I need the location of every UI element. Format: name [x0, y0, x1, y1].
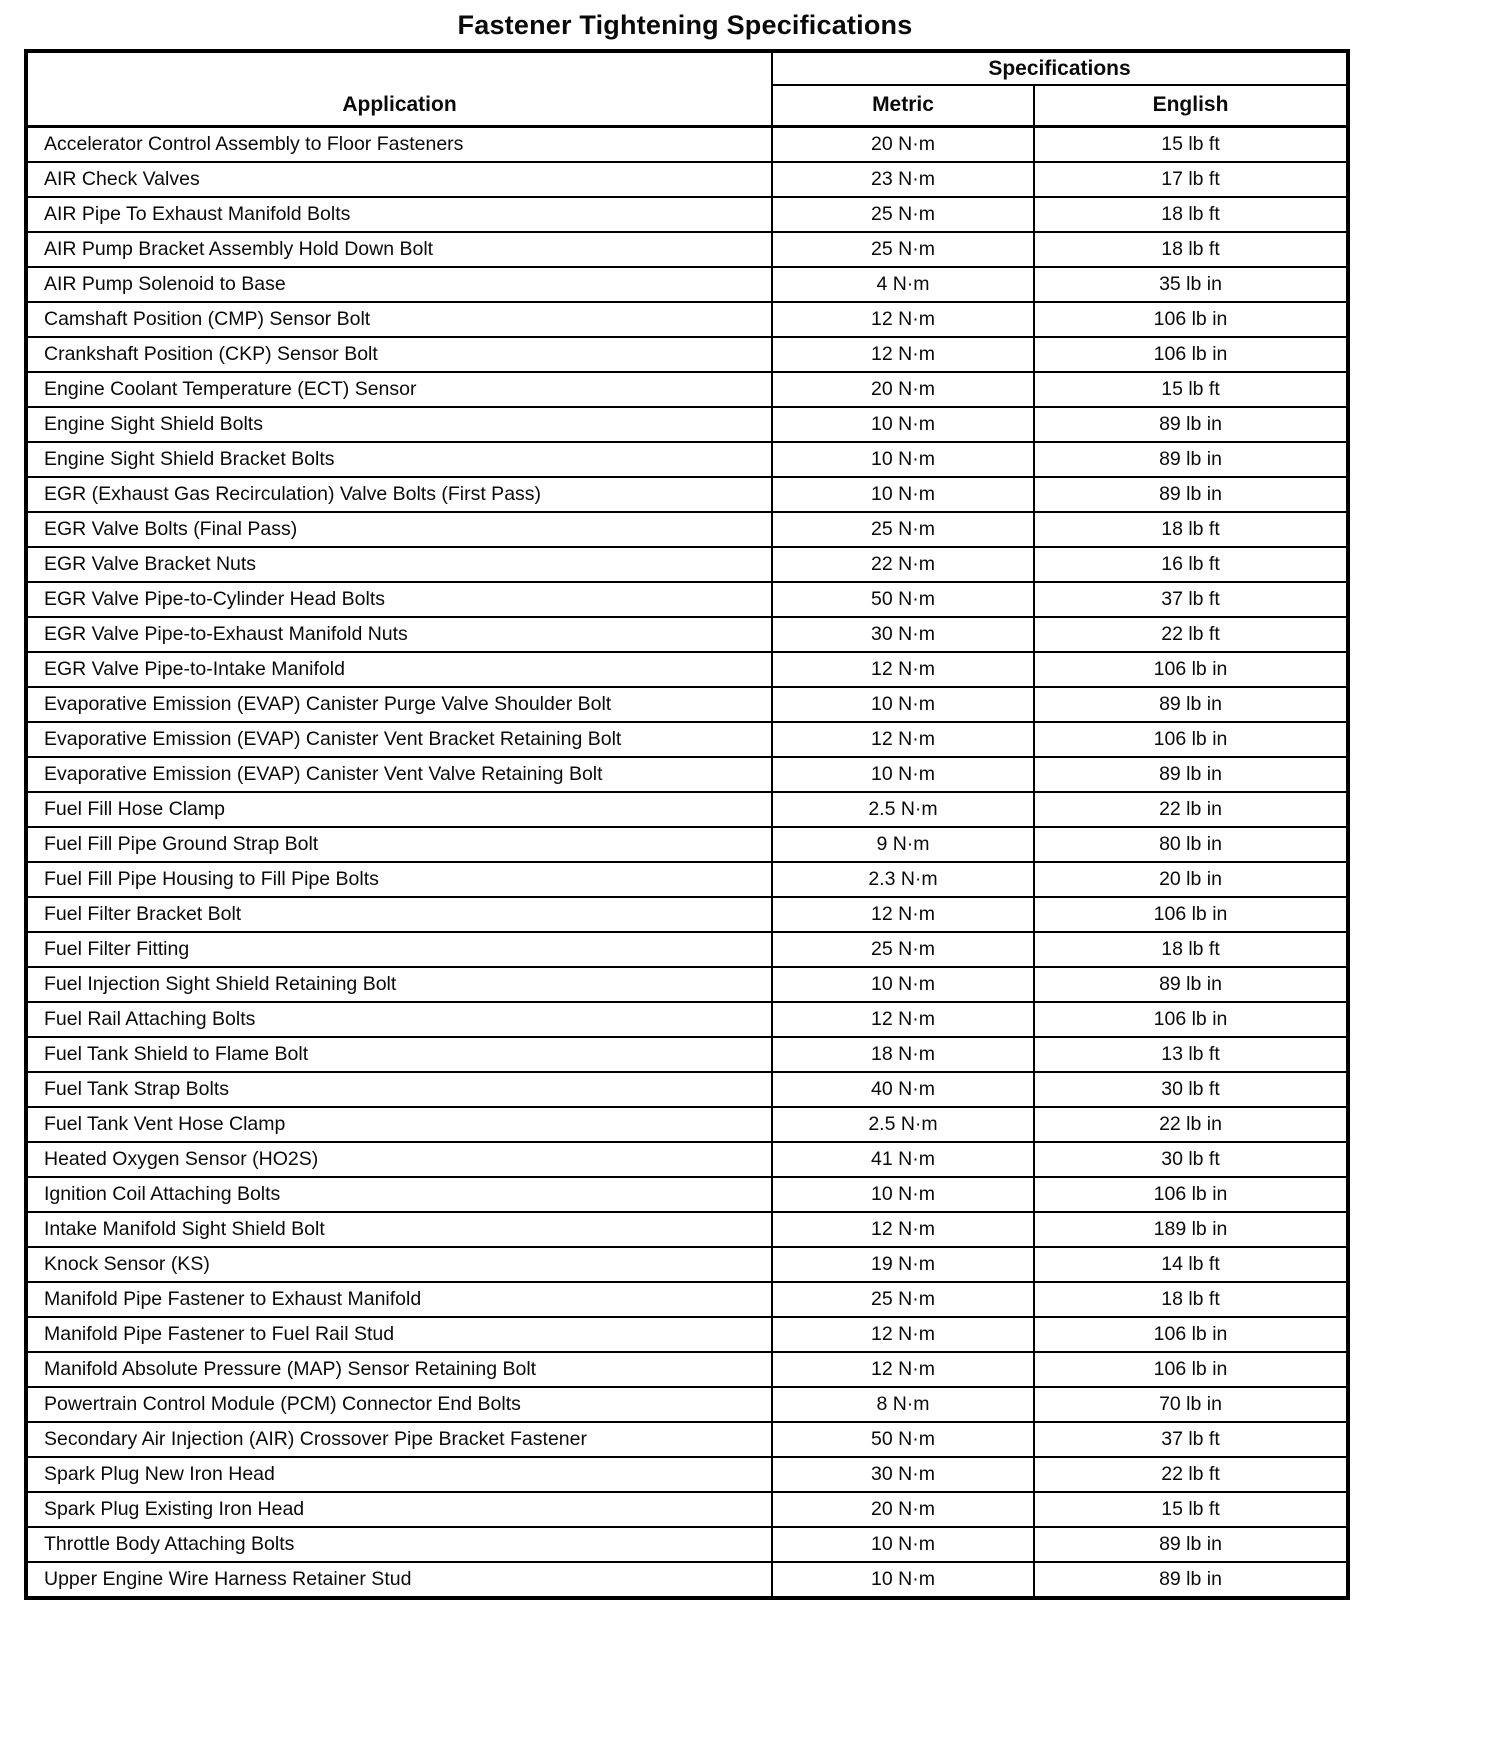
cell-english: 89 lb in — [1034, 442, 1348, 477]
cell-metric: 25 N·m — [772, 1282, 1034, 1317]
cell-metric: 18 N·m — [772, 1037, 1034, 1072]
table-row — [26, 127, 1348, 163]
table-row — [26, 617, 1348, 652]
cell-english: 35 lb in — [1034, 267, 1348, 302]
cell-metric: 12 N·m — [772, 1352, 1034, 1387]
cell-english: 106 lb in — [1034, 1177, 1348, 1212]
table-row — [26, 862, 1348, 897]
cell-metric: 9 N·m — [772, 827, 1034, 862]
table-row — [26, 1317, 1348, 1352]
table-row — [26, 1352, 1348, 1387]
cell-application: AIR Pump Solenoid to Base — [26, 267, 772, 302]
cell-english: 20 lb in — [1034, 862, 1348, 897]
table-row — [26, 687, 1348, 722]
cell-english: 89 lb in — [1034, 757, 1348, 792]
table-body — [26, 127, 1348, 1599]
cell-metric: 10 N·m — [772, 687, 1034, 722]
table-row — [26, 1212, 1348, 1247]
table-row — [26, 827, 1348, 862]
cell-metric: 10 N·m — [772, 407, 1034, 442]
cell-application: Knock Sensor (KS) — [26, 1247, 772, 1282]
spec-table — [24, 49, 1350, 1600]
cell-metric: 19 N·m — [772, 1247, 1034, 1282]
table-row — [26, 197, 1348, 232]
cell-metric: 12 N·m — [772, 1002, 1034, 1037]
table-row — [26, 897, 1348, 932]
cell-metric: 12 N·m — [772, 1212, 1034, 1247]
cell-metric: 12 N·m — [772, 1317, 1034, 1352]
table-row — [26, 162, 1348, 197]
table-row — [26, 442, 1348, 477]
table-row — [26, 547, 1348, 582]
cell-metric: 41 N·m — [772, 1142, 1034, 1177]
cell-english: 89 lb in — [1034, 477, 1348, 512]
cell-english: 70 lb in — [1034, 1387, 1348, 1422]
cell-application: Ignition Coil Attaching Bolts — [26, 1177, 772, 1212]
table-header — [26, 51, 1348, 127]
table-row — [26, 792, 1348, 827]
cell-metric: 12 N·m — [772, 337, 1034, 372]
cell-metric: 10 N·m — [772, 1562, 1034, 1598]
table-row — [26, 967, 1348, 1002]
cell-metric: 10 N·m — [772, 1527, 1034, 1562]
cell-english: 13 lb ft — [1034, 1037, 1348, 1072]
cell-application: Fuel Filter Bracket Bolt — [26, 897, 772, 932]
cell-metric: 25 N·m — [772, 932, 1034, 967]
cell-metric: 20 N·m — [772, 372, 1034, 407]
cell-metric: 23 N·m — [772, 162, 1034, 197]
col-header-english: English — [1034, 85, 1348, 127]
cell-application: Evaporative Emission (EVAP) Canister Vent Valve Retaining Bolt — [26, 757, 772, 792]
table-row — [26, 267, 1348, 302]
cell-english: 18 lb ft — [1034, 932, 1348, 967]
col-header-specifications: Specifications — [772, 51, 1348, 85]
cell-application: Spark Plug Existing Iron Head — [26, 1492, 772, 1527]
cell-english: 89 lb in — [1034, 1527, 1348, 1562]
cell-metric: 30 N·m — [772, 617, 1034, 652]
cell-english: 189 lb in — [1034, 1212, 1348, 1247]
cell-application: Fuel Fill Pipe Housing to Fill Pipe Bolts — [26, 862, 772, 897]
table-row — [26, 302, 1348, 337]
cell-application: Fuel Injection Sight Shield Retaining Bolt — [26, 967, 772, 1002]
cell-english: 18 lb ft — [1034, 512, 1348, 547]
cell-english: 30 lb ft — [1034, 1072, 1348, 1107]
cell-metric: 4 N·m — [772, 267, 1034, 302]
cell-metric: 30 N·m — [772, 1457, 1034, 1492]
cell-metric: 10 N·m — [772, 477, 1034, 512]
cell-english: 14 lb ft — [1034, 1247, 1348, 1282]
cell-english: 17 lb ft — [1034, 162, 1348, 197]
table-row — [26, 582, 1348, 617]
cell-application: Engine Coolant Temperature (ECT) Sensor — [26, 372, 772, 407]
cell-metric: 12 N·m — [772, 652, 1034, 687]
cell-english: 22 lb in — [1034, 792, 1348, 827]
cell-english: 18 lb ft — [1034, 232, 1348, 267]
cell-metric: 20 N·m — [772, 127, 1034, 163]
cell-application: Fuel Rail Attaching Bolts — [26, 1002, 772, 1037]
table-row — [26, 372, 1348, 407]
cell-english: 22 lb ft — [1034, 617, 1348, 652]
cell-metric: 2.5 N·m — [772, 1107, 1034, 1142]
cell-english: 89 lb in — [1034, 1562, 1348, 1598]
cell-application: Manifold Pipe Fastener to Exhaust Manifold — [26, 1282, 772, 1317]
cell-application: Secondary Air Injection (AIR) Crossover Pipe Bracket Fastener — [26, 1422, 772, 1457]
table-row — [26, 652, 1348, 687]
cell-metric: 12 N·m — [772, 722, 1034, 757]
table-row — [26, 512, 1348, 547]
cell-english: 106 lb in — [1034, 1317, 1348, 1352]
table-row — [26, 1177, 1348, 1212]
cell-application: AIR Pump Bracket Assembly Hold Down Bolt — [26, 232, 772, 267]
cell-application: Heated Oxygen Sensor (HO2S) — [26, 1142, 772, 1177]
table-row — [26, 1247, 1348, 1282]
col-header-application: Application — [26, 51, 772, 127]
cell-metric: 20 N·m — [772, 1492, 1034, 1527]
cell-english: 89 lb in — [1034, 967, 1348, 1002]
cell-application: Fuel Tank Vent Hose Clamp — [26, 1107, 772, 1142]
cell-application: Powertrain Control Module (PCM) Connector End Bolts — [26, 1387, 772, 1422]
cell-english: 106 lb in — [1034, 337, 1348, 372]
cell-application: EGR Valve Bracket Nuts — [26, 547, 772, 582]
cell-metric: 2.5 N·m — [772, 792, 1034, 827]
cell-metric: 50 N·m — [772, 1422, 1034, 1457]
cell-application: AIR Pipe To Exhaust Manifold Bolts — [26, 197, 772, 232]
cell-metric: 10 N·m — [772, 442, 1034, 477]
table-row — [26, 1107, 1348, 1142]
cell-english: 106 lb in — [1034, 302, 1348, 337]
table-row — [26, 1282, 1348, 1317]
cell-metric: 10 N·m — [772, 757, 1034, 792]
cell-application: Spark Plug New Iron Head — [26, 1457, 772, 1492]
table-row — [26, 337, 1348, 372]
col-header-metric: Metric — [772, 85, 1034, 127]
cell-english: 22 lb in — [1034, 1107, 1348, 1142]
cell-english: 89 lb in — [1034, 687, 1348, 722]
cell-metric: 25 N·m — [772, 197, 1034, 232]
cell-english: 30 lb ft — [1034, 1142, 1348, 1177]
table-row — [26, 1387, 1348, 1422]
table-row — [26, 1072, 1348, 1107]
cell-application: EGR Valve Pipe-to-Cylinder Head Bolts — [26, 582, 772, 617]
cell-application: Fuel Fill Hose Clamp — [26, 792, 772, 827]
cell-application: Intake Manifold Sight Shield Bolt — [26, 1212, 772, 1247]
cell-application: Engine Sight Shield Bracket Bolts — [26, 442, 772, 477]
table-row — [26, 1142, 1348, 1177]
table-row — [26, 932, 1348, 967]
cell-metric: 50 N·m — [772, 582, 1034, 617]
cell-english: 18 lb ft — [1034, 1282, 1348, 1317]
header-row-specifications — [26, 51, 1348, 85]
cell-metric: 25 N·m — [772, 512, 1034, 547]
cell-application: Crankshaft Position (CKP) Sensor Bolt — [26, 337, 772, 372]
cell-application: Throttle Body Attaching Bolts — [26, 1527, 772, 1562]
cell-metric: 10 N·m — [772, 967, 1034, 1002]
cell-metric: 12 N·m — [772, 897, 1034, 932]
cell-application: Manifold Pipe Fastener to Fuel Rail Stud — [26, 1317, 772, 1352]
table-row — [26, 722, 1348, 757]
cell-application: Manifold Absolute Pressure (MAP) Sensor Retaining Bolt — [26, 1352, 772, 1387]
cell-application: AIR Check Valves — [26, 162, 772, 197]
table-row — [26, 407, 1348, 442]
cell-english: 15 lb ft — [1034, 1492, 1348, 1527]
cell-english: 18 lb ft — [1034, 197, 1348, 232]
cell-application: EGR Valve Bolts (Final Pass) — [26, 512, 772, 547]
cell-metric: 2.3 N·m — [772, 862, 1034, 897]
table-row — [26, 1492, 1348, 1527]
cell-application: Fuel Tank Strap Bolts — [26, 1072, 772, 1107]
cell-metric: 22 N·m — [772, 547, 1034, 582]
table-row — [26, 1562, 1348, 1598]
cell-application: Engine Sight Shield Bolts — [26, 407, 772, 442]
table-row — [26, 1457, 1348, 1492]
cell-metric: 40 N·m — [772, 1072, 1034, 1107]
cell-application: EGR Valve Pipe-to-Intake Manifold — [26, 652, 772, 687]
cell-english: 89 lb in — [1034, 407, 1348, 442]
cell-english: 15 lb ft — [1034, 127, 1348, 163]
cell-english: 106 lb in — [1034, 897, 1348, 932]
cell-application: Fuel Fill Pipe Ground Strap Bolt — [26, 827, 772, 862]
cell-english: 37 lb ft — [1034, 1422, 1348, 1457]
cell-english: 106 lb in — [1034, 722, 1348, 757]
table-row — [26, 1527, 1348, 1562]
table-row — [26, 232, 1348, 267]
cell-application: Evaporative Emission (EVAP) Canister Purge Valve Shoulder Bolt — [26, 687, 772, 722]
cell-metric: 12 N·m — [772, 302, 1034, 337]
page-title: Fastener Tightening Specifications — [457, 10, 913, 40]
table-row — [26, 477, 1348, 512]
table-row — [26, 1422, 1348, 1457]
cell-metric: 8 N·m — [772, 1387, 1034, 1422]
cell-metric: 25 N·m — [772, 232, 1034, 267]
table-row — [26, 1037, 1348, 1072]
cell-english: 15 lb ft — [1034, 372, 1348, 407]
cell-english: 16 lb ft — [1034, 547, 1348, 582]
cell-english: 106 lb in — [1034, 1352, 1348, 1387]
cell-metric: 10 N·m — [772, 1177, 1034, 1212]
cell-application: Evaporative Emission (EVAP) Canister Vent Bracket Retaining Bolt — [26, 722, 772, 757]
table-row — [26, 1002, 1348, 1037]
cell-english: 37 lb ft — [1034, 582, 1348, 617]
table-row — [26, 757, 1348, 792]
cell-english: 106 lb in — [1034, 652, 1348, 687]
cell-application: EGR Valve Pipe-to-Exhaust Manifold Nuts — [26, 617, 772, 652]
cell-application: Upper Engine Wire Harness Retainer Stud — [26, 1562, 772, 1598]
cell-english: 22 lb ft — [1034, 1457, 1348, 1492]
cell-english: 106 lb in — [1034, 1002, 1348, 1037]
cell-application: Camshaft Position (CMP) Sensor Bolt — [26, 302, 772, 337]
cell-english: 80 lb in — [1034, 827, 1348, 862]
cell-application: Fuel Filter Fitting — [26, 932, 772, 967]
cell-application: Accelerator Control Assembly to Floor Fasteners — [26, 127, 772, 163]
cell-application: EGR (Exhaust Gas Recirculation) Valve Bolts (First Pass) — [26, 477, 772, 512]
cell-application: Fuel Tank Shield to Flame Bolt — [26, 1037, 772, 1072]
